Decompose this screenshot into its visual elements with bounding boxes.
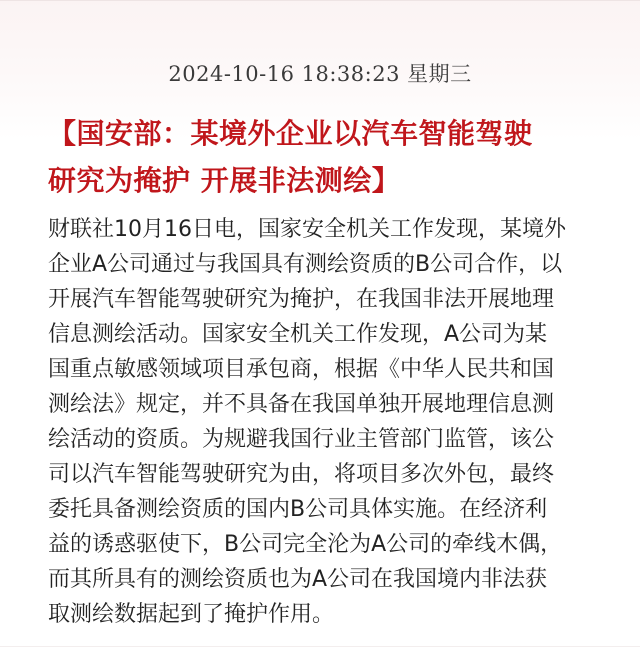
headline-line: 研究为掩护 开展非法测绘】 [48,164,401,197]
body-line: 绘活动的资质。为规避我国行业主管部门监管，该公 [48,427,555,452]
body-line: 财联社10月16日电，国家安全机关工作发现，某境外 [48,217,566,242]
headline-line: 【国安部：某境外企业以汽车智能驾驶 [48,117,533,150]
body-line: 信息测绘活动。国家安全机关工作发现，A公司为某 [48,322,548,347]
body-line: 开展汽车智能驾驶研究为掩护，在我国非法开展地理 [48,287,555,312]
body-line: 委托具备测绘资质的国内B公司具体实施。在经济利 [48,497,548,522]
body-line: 取测绘数据起到了掩护作用。 [48,602,335,627]
body-line: 司以汽车智能驾驶研究为由，将项目多次外包，最终 [48,462,555,487]
headline [48,110,608,204]
article-body [48,212,628,632]
publish-timestamp: 2024-10-16 18:38:23 星期三 [168,62,472,86]
body-line: 测绘法》规定，并不具备在我国单独开展地理信息测 [48,392,555,417]
body-line: 而其所具有的测绘资质也为A公司在我国境内非法获 [48,567,548,592]
body-line: 国重点敏感领域项目承包商，根据《中华人民共和国 [48,357,555,382]
body-line: 企业A公司通过与我国具有测绘资质的B公司合作，以 [48,252,563,277]
body-line: 益的诱惑驱使下，B公司完全沦为A公司的牵线木偶， [48,532,563,557]
